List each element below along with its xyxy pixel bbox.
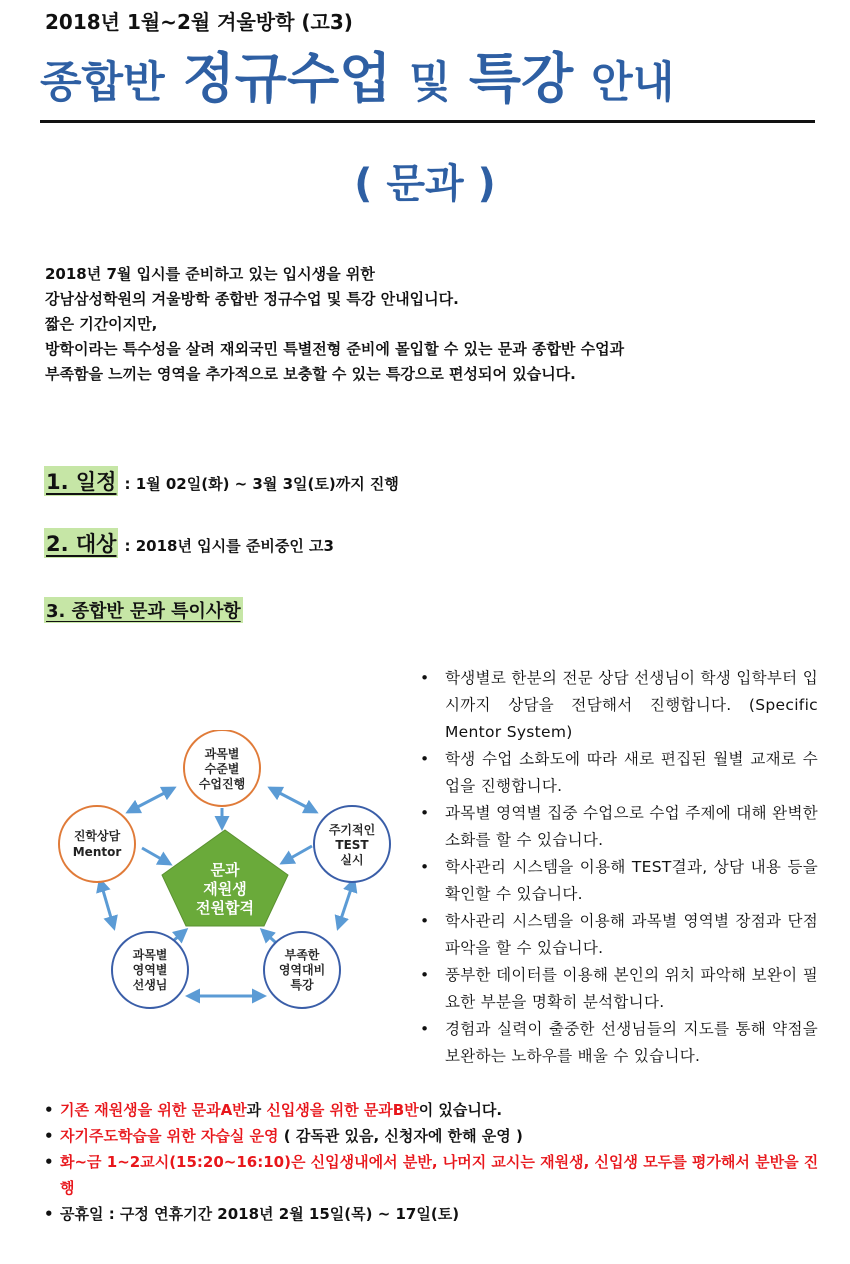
note-item-split-class <box>44 1149 824 1201</box>
feature-item: • 과목별 영역별 집중 수업으로 수업 주제에 대해 완벽한 소화를 할 수 있습니다. <box>418 800 818 854</box>
title-part-4: 특강 <box>468 47 574 110</box>
note-item-classes <box>44 1097 824 1123</box>
arrow-top-left <box>128 788 174 812</box>
node-right-line-2: TEST <box>335 838 369 852</box>
arrow-left-bottom <box>100 880 114 928</box>
intro-line: 방학이라는 특수성을 살려 재외국민 특별전형 준비에 몰입할 수 있는 문과 종합반 수업과 <box>45 340 625 358</box>
schedule-heading: 1. 일정 <box>44 466 118 496</box>
center-text-3: 전원합격 <box>196 899 254 917</box>
page-title <box>40 44 815 123</box>
note-text: ( 감독관 있음, 신청자에 한해 운영 ) <box>278 1127 523 1145</box>
features-heading: 3. 종합반 문과 특이사항 <box>44 597 243 623</box>
schedule-section <box>44 466 399 496</box>
intro-line: 짧은 기간이지만, <box>45 315 158 333</box>
intro-line: 강남삼성학원의 겨울방학 종합반 정규수업 및 특강 안내입니다. <box>45 290 459 308</box>
node-bottom-right-line-1: 부족한 <box>284 948 320 962</box>
node-bottom-right-line-3: 특강 <box>290 978 314 992</box>
title-part-3: 및 <box>409 58 451 108</box>
target-heading: 2. 대상 <box>44 528 118 558</box>
target-detail: : 2018년 입시를 준비중인 고3 <box>124 537 334 555</box>
target-section <box>44 528 334 558</box>
schedule-detail: : 1월 02일(화) ~ 3월 3일(토)까지 진행 <box>124 475 399 493</box>
feature-list <box>418 665 818 1070</box>
program-diagram <box>50 730 410 1020</box>
note-item-holiday <box>44 1201 824 1227</box>
note-red-text: 화~금 1~2교시(15:20~16:10)은 신입생내에서 분반, 나머지 교시는 재원생, 신입생 모두를 평가해서 분반을 진행 <box>60 1153 819 1197</box>
node-left-line-1: 진학상담 <box>73 829 121 843</box>
feature-item: • 경험과 실력이 출중한 선생님들의 지도를 통해 약점을 보완하는 노하우를 배울 수 있습니다. <box>418 1016 818 1070</box>
arrow-in-left <box>142 848 170 864</box>
node-left-line-2: Mentor <box>72 845 122 859</box>
note-red-text: 신입생을 위한 문과B반 <box>266 1101 419 1119</box>
node-bottom-right-line-2: 영역대비 <box>278 963 326 977</box>
notes-list <box>44 1097 824 1227</box>
note-item-study-room <box>44 1123 824 1149</box>
intro-paragraph <box>45 262 624 387</box>
title-part-1: 종합반 <box>40 58 165 108</box>
intro-line: 부족함을 느끼는 영역을 추가적으로 보충할 수 있는 특강으로 편성되어 있습니다. <box>45 365 576 383</box>
node-right-line-3: 실시 <box>340 853 364 867</box>
feature-item: • 학생별로 한분의 전문 상담 선생님이 학생 입학부터 입시까지 상담을 전담해서 진행합니다. (Specific Mentor System) <box>418 665 818 746</box>
title-part-2: 정규수업 <box>182 47 392 110</box>
arrow-in-right <box>282 846 312 863</box>
arrow-top-right <box>270 788 316 812</box>
arrow-right-bottom <box>338 880 354 928</box>
note-text: 공휴일 : 구정 연휴기간 2018년 2월 15일(목) ~ 17일(토) <box>60 1205 460 1223</box>
note-red-text: 자기주도학습을 위한 자습실 운영 <box>60 1127 279 1145</box>
node-bottom-left-line-1: 과목별 <box>132 948 168 962</box>
node-top-line-2: 수준별 <box>204 762 240 776</box>
sub-title: ( 문과 ) <box>354 161 496 207</box>
feature-item: • 학사관리 시스템을 이용해 과목별 영역별 장점과 단점 파악을 할 수 있습니다. <box>418 908 818 962</box>
center-text-1: 문과 <box>210 861 240 879</box>
intro-line: 2018년 7월 입시를 준비하고 있는 입시생을 위한 <box>45 265 375 283</box>
features-section <box>44 597 243 623</box>
node-right-line-1: 주기적인 <box>328 823 376 837</box>
top-subtitle: 2018년 1월~2월 겨울방학 (고3) <box>45 10 353 34</box>
node-left <box>59 806 135 882</box>
center-text-2: 재원생 <box>203 880 247 898</box>
node-bottom-left-line-2: 영역별 <box>132 963 168 977</box>
feature-item: • 풍부한 데이터를 이용해 본인의 위치 파악해 보완이 필요한 부분을 명확히 분석합니다. <box>418 962 818 1016</box>
title-part-5: 안내 <box>591 58 675 108</box>
note-red-text: 기존 재원생을 위한 문과A반 <box>60 1101 247 1119</box>
node-top-line-3: 수업진행 <box>198 777 246 791</box>
feature-item: • 학생 수업 소화도에 따라 새로 편집된 월별 교재로 수업을 진행합니다. <box>418 746 818 800</box>
note-text: 과 <box>246 1101 267 1119</box>
node-bottom-left-line-3: 선생님 <box>132 978 168 992</box>
node-top-line-1: 과목별 <box>204 747 240 761</box>
note-text: 이 있습니다. <box>418 1101 503 1119</box>
feature-item: • 학사관리 시스템을 이용해 TEST결과, 상담 내용 등을 확인할 수 있습니다. <box>418 854 818 908</box>
